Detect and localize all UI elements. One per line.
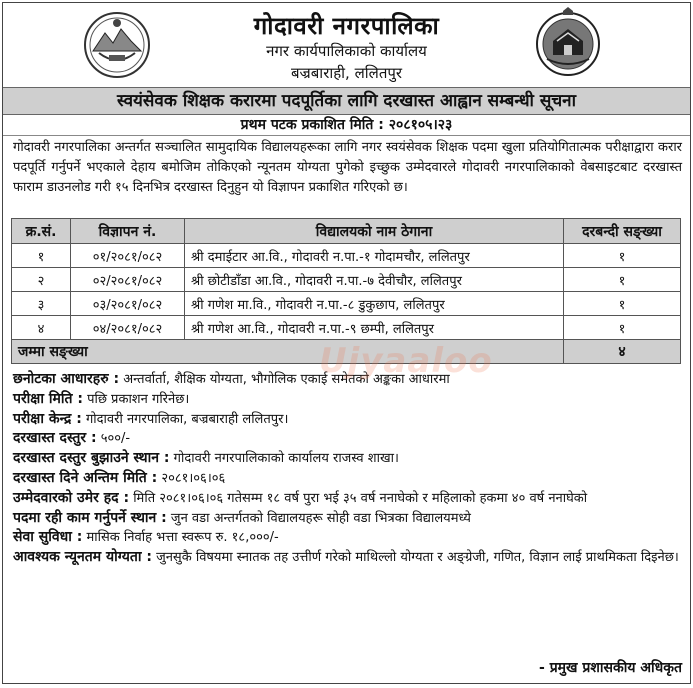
- detail-last-date: [13, 469, 682, 489]
- notice-page: [2, 2, 691, 684]
- detail-label: दरखास्त दस्तुर :: [13, 430, 97, 447]
- table-row: [12, 292, 681, 316]
- col-school: विद्यालयको नाम ठेगाना: [185, 219, 564, 244]
- detail-min-qualification: [13, 548, 682, 568]
- total-row: [12, 340, 681, 364]
- detail-age-limit: [13, 489, 682, 509]
- detail-value: जुन वडा अन्तर्गतको विद्यालयहरू सोही वडा भित्रका विद्यालयमध्ये: [170, 510, 471, 526]
- ad-number-cell: ०३/२०८१/०८२: [71, 292, 185, 316]
- serial-cell: २: [12, 268, 71, 292]
- table-row: [12, 268, 681, 292]
- posts-cell: १: [564, 316, 681, 340]
- vacancy-table: [11, 218, 681, 364]
- detail-label: छनोटका आधारहरु :: [13, 371, 120, 387]
- total-value: ४: [564, 340, 681, 364]
- detail-label: दरखास्त दिने अन्तिम मिति :: [13, 469, 158, 486]
- office-name: नगर कार्यपालिकाको कार्यालय: [266, 42, 427, 60]
- detail-label: परीक्षा मिति :: [13, 390, 83, 407]
- detail-value: मासिक निर्वाह भत्ता स्वरूप रु. १८,०००/-: [86, 530, 279, 546]
- table-header-row: [12, 219, 681, 244]
- school-cell: श्री गणेश मा.वि., गोदावरी न.पा.-८ डुकुछाप, ललितपुर: [185, 292, 564, 316]
- detail-label: दरखास्त दस्तुर बुझाउने स्थान :: [13, 450, 170, 467]
- table-row: [12, 244, 681, 268]
- detail-value: जुनसुकै विषयमा स्नातक तह उत्तीर्ण गरेको माथिल्लो योग्यता र अङ्ग्रेजी, गणित, विज्ञान लाई प्राथमिकता दिइनेछ।: [156, 550, 679, 566]
- posts-cell: १: [564, 268, 681, 292]
- total-label: जम्मा सङ्ख्या: [12, 340, 564, 364]
- detail-exam-center: [13, 410, 682, 430]
- detail-selection-basis: [13, 370, 682, 390]
- serial-cell: १: [12, 244, 71, 268]
- detail-label: आवश्यक न्यूनतम योग्यता :: [13, 549, 152, 566]
- school-cell: श्री गणेश आ.वि., गोदावरी न.पा.-९ छम्पी, ललितपुर: [185, 316, 564, 340]
- detail-fee-payment-place: [13, 449, 682, 469]
- watermark: Ujyaaloo: [319, 341, 493, 381]
- serial-cell: ३: [12, 292, 71, 316]
- detail-value: गोदावरी नगरपालिकाको कार्यालय राजस्व शाखा।: [173, 451, 399, 467]
- col-posts: दरबन्दी सङ्ख्या: [564, 219, 681, 244]
- municipality-logo: [535, 7, 601, 81]
- detail-label: सेवा सुविधा :: [13, 529, 83, 546]
- municipality-name: गोदावरी नगरपालिका: [253, 12, 440, 40]
- table-row: [12, 316, 681, 340]
- publish-date: प्रथम पटक प्रकाशित मिति : २०८१०५।२३: [3, 115, 690, 136]
- school-cell: श्री दमाईटार आ.वि., गोदावरी न.पा.-१ गोदामचौर, ललितपुर: [185, 244, 564, 268]
- detail-label: उम्मेदवारको उमेर हद :: [13, 489, 130, 506]
- detail-value: ५००/-: [100, 431, 131, 447]
- detail-value: गोदावरी नगरपालिका, बज्रबाराही ललितपुर।: [85, 411, 289, 427]
- col-serial: क्र.सं.: [12, 219, 71, 244]
- detail-application-fee: [13, 429, 682, 449]
- letterhead: [3, 3, 690, 87]
- office-address: बज्रबाराही, ललितपुर: [290, 64, 403, 82]
- ad-number-cell: ०२/२०८१/०८२: [71, 268, 185, 292]
- detail-value: २०८१।०६।०६: [161, 470, 226, 486]
- detail-label: परीक्षा केन्द्र :: [13, 410, 82, 427]
- detail-value: पछि प्रकाशन गरिनेछ।: [87, 391, 190, 407]
- detail-label: पदमा रही काम गर्नुपर्ने स्थान :: [13, 509, 167, 526]
- intro-paragraph: गोदावरी नगरपालिका अन्तर्गत सञ्चालित सामुदायिक विद्यालयहरूका लागि नगर स्वयंसेवक शिक्षक पदमा खुला प्रतियोगितात्मक परीक्षाद्वारा करार पदपूर्ति गर्नुपर्ने भएकाले देहाय बमोजिम तोकिएको न्यूनतम योग्यता पुगेको इच्छुक उम्मेदवारले गोदावरी नगरपालिकाको वेबसाइटबाट दरखास्त फाराम डाउनलोड गरी १५ दिनभित्र दरखास्त दिनुहुन यो विज्ञापन प्रकाशित गरिएको छ।: [13, 140, 682, 195]
- detail-value: मिति २०८१।०६।०६ गतेसम्म १८ वर्ष पुरा भई ३५ वर्ष ननाघेको र महिलाको हकमा ४० वर्ष ननाघेको: [133, 490, 588, 506]
- school-cell: श्री छोटीडाँडा आ.वि., गोदावरी न.पा.-७ देवीचौर, ललितपुर: [185, 268, 564, 292]
- serial-cell: ४: [12, 316, 71, 340]
- detail-work-location: [13, 509, 682, 529]
- col-ad-number: विज्ञापन नं.: [71, 219, 185, 244]
- notice-title: स्वयंसेवक शिक्षक करारमा पदपूर्तिका लागि दरखास्त आह्वान सम्बन्धी सूचना: [3, 87, 690, 115]
- posts-cell: १: [564, 244, 681, 268]
- signature: - प्रमुख प्रशासकीय अधिकृत: [539, 660, 682, 676]
- ad-number-cell: ०४/२०८१/०८२: [71, 316, 185, 340]
- detail-benefits: [13, 528, 682, 548]
- posts-cell: १: [564, 292, 681, 316]
- ad-number-cell: ०१/२०८१/०८२: [71, 244, 185, 268]
- detail-exam-date: [13, 390, 682, 410]
- detail-value: अन्तर्वार्ता, शैक्षिक योग्यता, भौगोलिक एकाई समेतको अङ्कका आधारमा: [123, 372, 450, 387]
- details-section: [3, 370, 690, 568]
